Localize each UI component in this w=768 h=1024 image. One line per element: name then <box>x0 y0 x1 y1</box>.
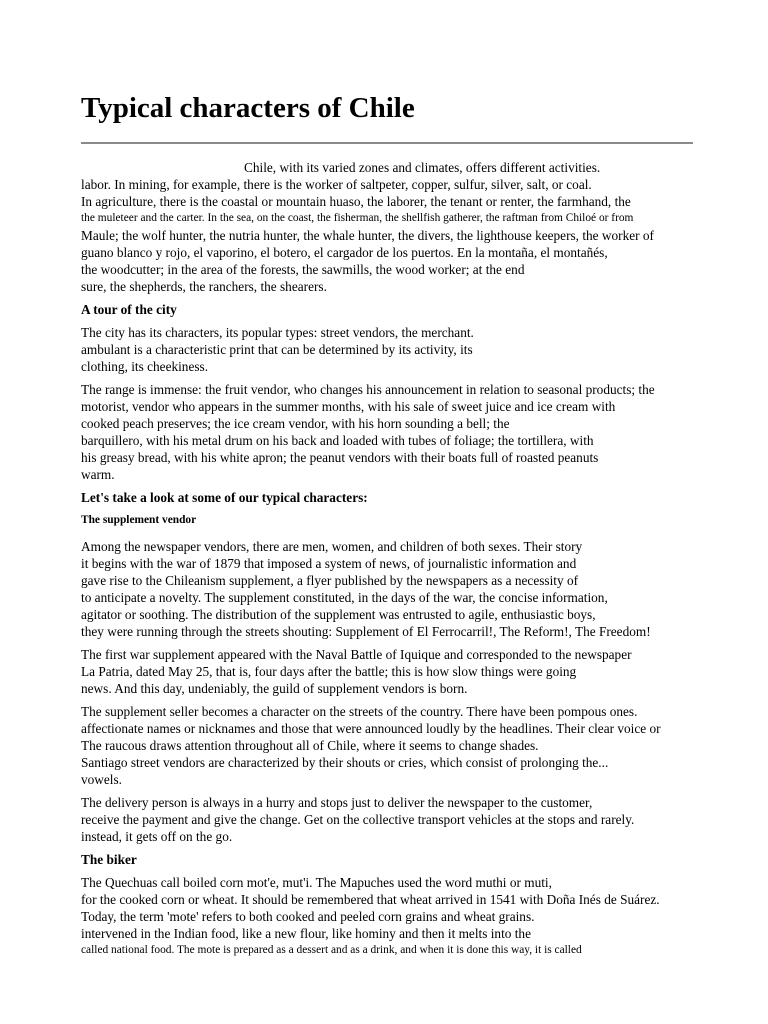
section-heading-tour: A tour of the city <box>81 302 177 317</box>
text-line: The first war supplement appeared with the Naval Battle of Iquique and corresponded to the newspaper <box>81 647 632 662</box>
text-line: The supplement seller becomes a character on the streets of the country. There have been pompous ones. <box>81 704 638 719</box>
text-line: called national food. The mote is prepared as a dessert and as a drink, and when it is done this way, it is called <box>81 944 582 956</box>
text-line: Maule; the wolf hunter, the nutria hunter, the whale hunter, the divers, the lighthouse keepers, the worker of <box>81 228 654 243</box>
subheading-supplement-vendor: The supplement vendor <box>81 514 197 526</box>
text-line: The city has its characters, its popular types: street vendors, the merchant. <box>81 325 474 340</box>
text-line: news. And this day, undeniably, the guild of supplement vendors is born. <box>81 681 468 696</box>
text-line: receive the payment and give the change. Get on the collective transport vehicles at the stops and rarely. <box>81 812 635 827</box>
text-line: motorist, vendor who appears in the summer months, with his sale of sweet juice and ice cream with <box>81 399 616 414</box>
text-line: it begins with the war of 1879 that imposed a system of news, of journalistic information and <box>81 556 577 571</box>
paragraph <box>81 538 711 640</box>
paragraph <box>81 703 711 788</box>
text-line: sure, the shepherds, the ranchers, the shearers. <box>81 279 327 294</box>
text-line: warm. <box>81 467 115 482</box>
text-line: for the cooked corn or wheat. It should be remembered that wheat arrived in 1541 with Doña Inés de Suárez. <box>81 892 660 907</box>
text-line: guano blanco y rojo, el vaporino, el botero, el cargador de los puertos. En la montaña, el montañés, <box>81 245 608 260</box>
section-heading-biker: The biker <box>81 852 137 867</box>
text-line: The range is immense: the fruit vendor, who changes his announcement in relation to seasonal products; the <box>81 382 655 397</box>
title-divider <box>81 142 693 144</box>
text-line: Among the newspaper vendors, there are men, women, and children of both sexes. Their story <box>81 539 583 554</box>
text-line: gave rise to the Chileanism supplement, a flyer published by the newspapers as a necessity of <box>81 573 579 588</box>
paragraph <box>81 381 711 483</box>
text-line: affectionate names or nicknames and those that were announced loudly by the headlines. Their clear voice or <box>81 721 661 736</box>
tour-section <box>81 324 711 483</box>
paragraph <box>81 794 711 845</box>
text-line: cooked peach preserves; the ice cream vendor, with his horn sounding a bell; the <box>81 416 510 431</box>
text-line: The delivery person is always in a hurry and stops just to deliver the newspaper to the customer, <box>81 795 593 810</box>
text-line: they were running through the streets shouting: Supplement of El Ferrocarril!, The Reform!, The Freedom! <box>81 624 651 639</box>
text-line: Today, the term 'mote' refers to both cooked and peeled corn grains and wheat grains. <box>81 909 535 924</box>
paragraph <box>81 646 711 697</box>
text-line: labor. In mining, for example, there is the worker of saltpeter, copper, sulfur, silver, salt, or coal. <box>81 177 592 192</box>
text-line: ambulant is a characteristic print that can be determined by its activity, its <box>81 342 473 357</box>
text-line: Santiago street vendors are characterized by their shouts or cries, which consist of prolonging the... <box>81 755 609 770</box>
text-line: vowels. <box>81 772 122 787</box>
text-line: In agriculture, there is the coastal or mountain huaso, the laborer, the tenant or renter, the farmhand, the <box>81 194 631 209</box>
text-line: The Quechuas call boiled corn mot'e, mut'i. The Mapuches used the word muthi or muti, <box>81 875 552 890</box>
text-line: The raucous draws attention throughout all of Chile, where it seems to change shades. <box>81 738 539 753</box>
text-line: clothing, its cheekiness. <box>81 359 209 374</box>
text-line: agitator or soothing. The distribution of the supplement was entrusted to agile, enthusiastic boys, <box>81 607 596 622</box>
intro-paragraph <box>81 159 711 295</box>
text-line: intervened in the Indian food, like a new flour, like hominy and then it melts into the <box>81 926 531 941</box>
text-line: La Patria, dated May 25, that is, four days after the battle; this is how slow things were going <box>81 664 577 679</box>
text-line: his greasy bread, with his white apron; the peanut vendors with their boats full of roasted peanuts <box>81 450 599 465</box>
document-body <box>81 159 711 965</box>
paragraph <box>81 324 711 375</box>
text-line: Chile, with its varied zones and climates, offers different activities. <box>244 160 601 175</box>
biker-paragraph <box>81 874 711 959</box>
text-line: barquillero, with his metal drum on his back and loaded with tubes of foliage; the tortillera, with <box>81 433 594 448</box>
characters-section <box>81 538 711 845</box>
text-line: instead, it gets off on the go. <box>81 829 233 844</box>
page-title: Typical characters of Chile <box>81 92 415 124</box>
text-line: to anticipate a novelty. The supplement constituted, in the days of the war, the concise information, <box>81 590 608 605</box>
section-heading-characters: Let's take a look at some of our typical characters: <box>81 490 368 505</box>
text-line: the muleteer and the carter. In the sea, on the coast, the fisherman, the shellfish gatherer, the raftman from Chiloé or from <box>81 212 634 224</box>
text-line: the woodcutter; in the area of the forests, the sawmills, the wood worker; at the end <box>81 262 525 277</box>
